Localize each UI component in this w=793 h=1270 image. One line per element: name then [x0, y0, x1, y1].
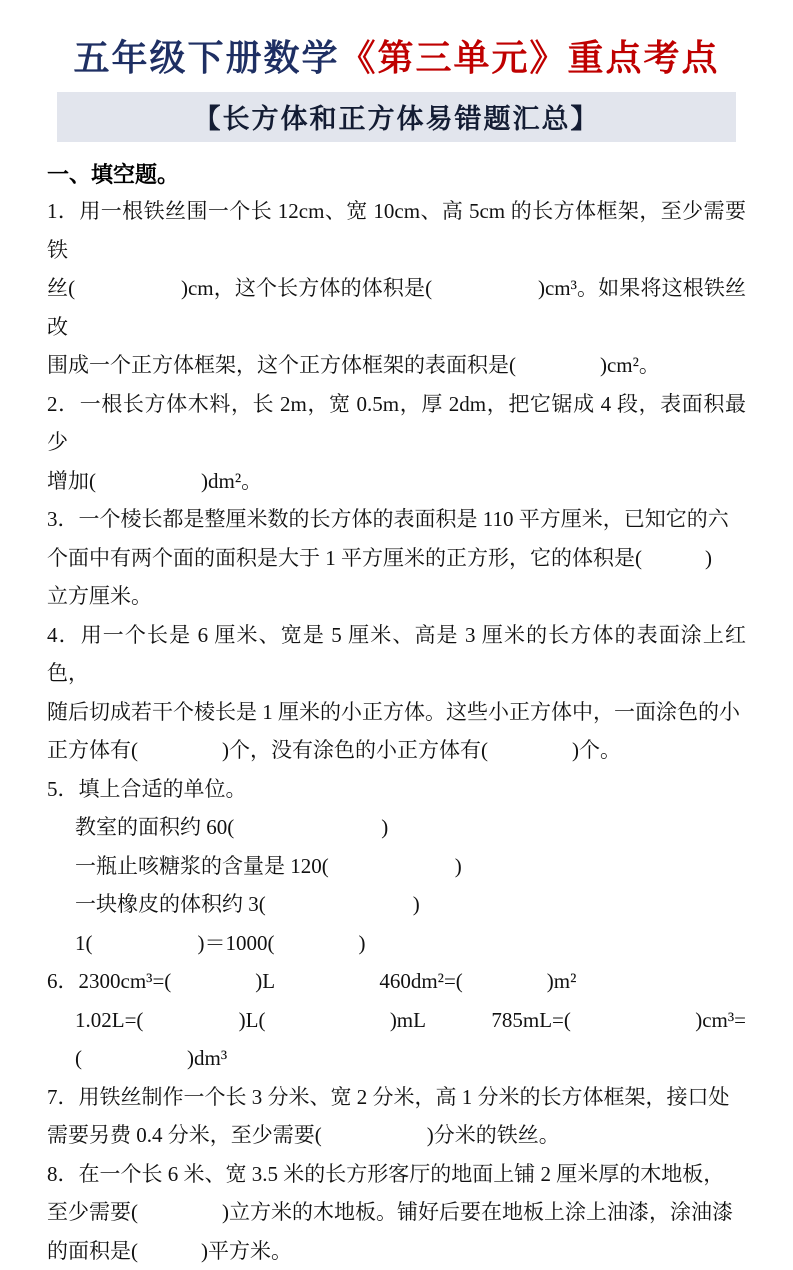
q8-line-3: 的面积是( )平方米。: [47, 1232, 746, 1270]
q8-line-2: 至少需要( )立方米的木地板。铺好后要在地板上涂上油漆，涂油漆: [47, 1193, 746, 1232]
q7-line-1: 7．用铁丝制作一个长 3 分米、宽 2 分米，高 1 分米的长方体框架，接口处: [47, 1078, 746, 1117]
q6-line-1: 6．2300cm³=( )L 460dm²=( )m²: [47, 962, 746, 1001]
q3-line-2: 个面中有两个面的面积是大于 1 平方厘米的正方形，它的体积是( ): [47, 539, 746, 578]
q4-line-2: 随后切成若干个棱长是 1 厘米的小正方体。这些小正方体中，一面涂色的小: [47, 693, 746, 732]
q2-line-1: 2．一根长方体木料，长 2m，宽 0.5m，厚 2dm，把它锯成 4 段，表面积最少: [47, 385, 746, 462]
q1-line-1: 1．用一根铁丝围一个长 12cm、宽 10cm、高 5cm 的长方体框架，至少需要铁: [47, 192, 746, 269]
q2-line-2: 增加( )dm²。: [47, 462, 746, 501]
subtitle-banner: 【长方体和正方体易错题汇总】: [57, 92, 736, 142]
q1-line-3: 围成一个正方体框架，这个正方体框架的表面积是( )cm²。: [47, 346, 746, 385]
q4-line-3: 正方体有( )个，没有涂色的小正方体有( )个。: [47, 731, 746, 770]
q5-line-4: 一块橡皮的体积约 3( ): [47, 885, 746, 924]
page-title: [47, 36, 746, 80]
q6-line-2: 1.02L=( )L( )mL 785mL=( )cm³=( )dm³: [47, 1001, 746, 1078]
title-highlight: 《第三单元》重点考点: [340, 38, 720, 78]
q3-line-3: 立方厘米。: [47, 577, 746, 616]
q4-line-1: 4．用一个长是 6 厘米、宽是 5 厘米、高是 3 厘米的长方体的表面涂上红色，: [47, 616, 746, 693]
q1-line-2: 丝( )cm，这个长方体的体积是( )cm³。如果将这根铁丝改: [47, 269, 746, 346]
q5-line-3: 一瓶止咳糖浆的含量是 120( ): [47, 847, 746, 886]
q5-line-1: 5．填上合适的单位。: [47, 770, 746, 809]
section-heading: 一、填空题。: [47, 158, 746, 192]
q3-line-1: 3．一个棱长都是整厘米数的长方体的表面积是 110 平方厘米，已知它的六: [47, 500, 746, 539]
q8-line-1: 8．在一个长 6 米、宽 3.5 米的长方形客厅的地面上铺 2 厘米厚的木地板，: [47, 1155, 746, 1194]
title-prefix: 五年级下册数学: [73, 38, 339, 78]
q5-line-2: 教室的面积约 60( ): [47, 808, 746, 847]
q5-line-5: 1( )＝1000( ): [47, 924, 746, 963]
q7-line-2: 需要另费 0.4 分米，至少需要( )分米的铁丝。: [47, 1116, 746, 1155]
